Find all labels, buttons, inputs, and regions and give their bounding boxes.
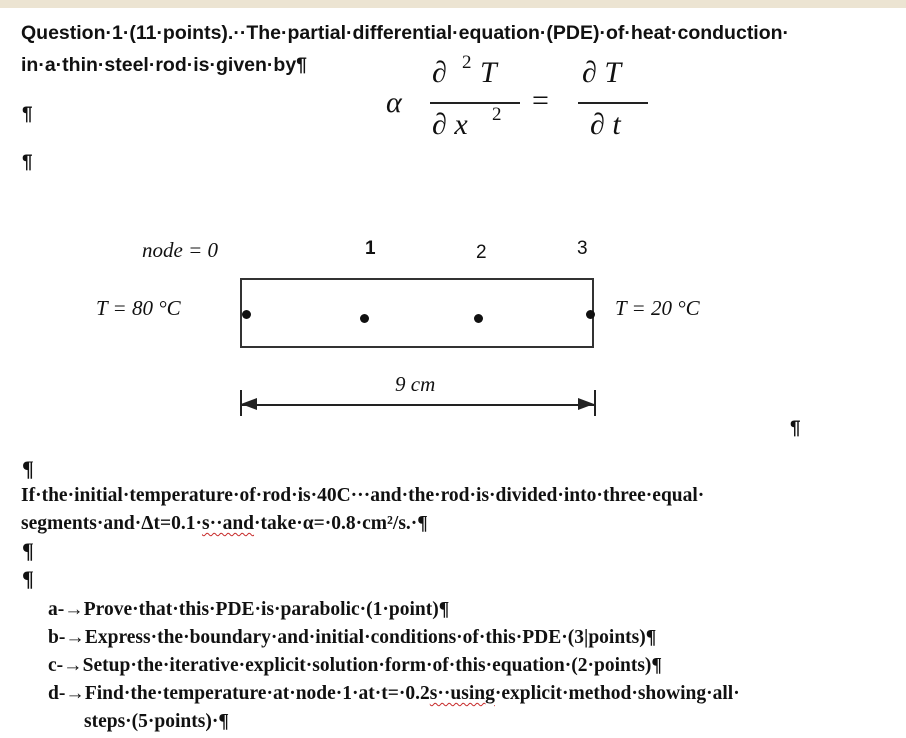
spellcheck-underlined-text: s··and xyxy=(201,513,255,534)
part-b: b-→Express·the·boundary·and·initial·conditions·of·this·PDE·(3|points)¶ xyxy=(48,627,657,648)
equation-equals: = xyxy=(532,84,549,117)
part-a: a-→Prove·that·this·PDE·is·parabolic·(1·point)¶ xyxy=(48,599,450,620)
paragraph-mark: ¶ xyxy=(22,152,33,173)
node-number-2: 2 xyxy=(476,242,487,263)
dimension-tick-right xyxy=(594,390,596,416)
paragraph-mark: ¶ xyxy=(22,104,33,125)
equation-lhs-fraction-bar xyxy=(430,102,520,104)
question-title-line1: Question·1·(11·points).··The·partial·differential·equation·(PDE)·of·heat·conduction· xyxy=(21,22,790,44)
node-number-3: 3 xyxy=(577,238,588,259)
part-c: c-→Setup·the·iterative·explicit·solution·form·of·this·equation·(2·points)¶ xyxy=(48,655,662,676)
dimension-arrow-left-icon xyxy=(241,398,257,410)
paragraph-mark: ¶ xyxy=(790,418,801,439)
node-dot-1 xyxy=(360,314,369,323)
node-dot-0 xyxy=(242,310,251,319)
right-boundary-temperature: T = 20 °C xyxy=(615,296,700,320)
paragraph-mark: ¶ xyxy=(22,538,34,563)
problem-statement-line1: If·the·initial·temperature·of·rod·is·40C···and·the·rod·is·divided·into·three·equal· xyxy=(21,485,705,506)
equation-lhs-den-superscript: 2 xyxy=(492,104,502,125)
part-d-line2: steps·(5·points)·¶ xyxy=(84,711,229,732)
node-label: node = 0 xyxy=(142,238,218,262)
dimension-line xyxy=(240,404,596,406)
dimension-arrow-right-icon xyxy=(578,398,594,410)
part-d-text: ·explicit·method·showing·all· xyxy=(494,683,740,704)
equation-lhs-num-variable: T xyxy=(480,56,497,89)
window-top-strip xyxy=(0,0,906,8)
question-title-line2: in·a·thin·steel·rod·is·given·by¶ xyxy=(21,54,308,76)
statement-text: segments·and·Δt=0.1· xyxy=(21,513,202,534)
spellcheck-underlined-text: s··using xyxy=(429,683,495,704)
rod-length-label: 9 cm xyxy=(395,372,436,396)
part-d-text: d-→Find·the·temperature·at·node·1·at·t=·0.2 xyxy=(48,683,430,704)
equation-lhs-num-superscript: 2 xyxy=(462,52,472,73)
problem-statement-line2 xyxy=(21,510,891,538)
paragraph-mark: ¶ xyxy=(22,566,34,591)
equation-alpha: α xyxy=(386,86,402,119)
equation-rhs-numerator: ∂ T xyxy=(582,56,622,89)
statement-text: ·take·α=·0.8·cm²/s.·¶ xyxy=(254,513,428,534)
paragraph-mark: ¶ xyxy=(22,456,34,481)
equation-rhs-fraction-bar xyxy=(578,102,648,104)
left-boundary-temperature: T = 80 °C xyxy=(96,296,181,320)
equation-rhs-denominator: ∂ t xyxy=(590,108,621,141)
part-d xyxy=(48,680,898,708)
equation-lhs-num-partial: ∂ xyxy=(432,56,447,89)
node-dot-2 xyxy=(474,314,483,323)
node-number-1: 1 xyxy=(365,238,376,259)
steel-rod-rectangle xyxy=(240,278,594,348)
node-dot-3 xyxy=(586,310,595,319)
equation-lhs-denominator: ∂ x xyxy=(432,108,468,141)
